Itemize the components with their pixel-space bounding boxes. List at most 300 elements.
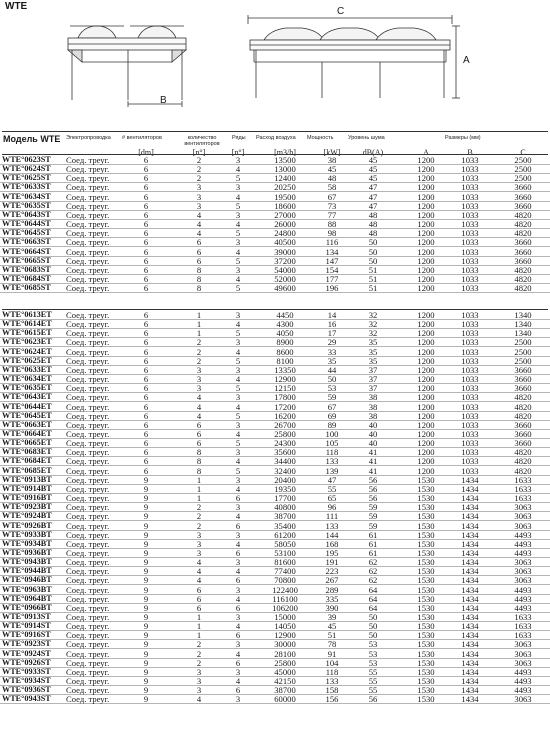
table-cell: Соед. треуг. xyxy=(66,685,110,696)
table-cell: 17 xyxy=(327,328,337,339)
table-cell: 3660 xyxy=(514,246,532,257)
table-cell: 48 xyxy=(368,219,378,230)
table-cell: 2500 xyxy=(514,355,532,366)
wiring-column-header: Электропроводка xyxy=(66,135,111,141)
table-cell: 2 xyxy=(196,346,202,357)
table-cell: WTE°0665ET xyxy=(2,438,52,448)
table-cell: Соед. треуг. xyxy=(66,328,110,339)
table-cell: 50 xyxy=(368,630,378,641)
table-cell: 1530 xyxy=(417,538,435,549)
table-cell: 81600 xyxy=(274,557,296,567)
table-cell: WTE°0623ST xyxy=(2,155,51,164)
table-cell: 59 xyxy=(368,520,378,531)
table-cell: Соед. треуг. xyxy=(66,511,110,522)
table-cell: 45 xyxy=(327,621,337,632)
table-cell: 4820 xyxy=(514,219,532,230)
table-cell: 33 xyxy=(327,346,337,357)
table-cell: 4 xyxy=(235,483,241,494)
table-cell: WTE°0625ST xyxy=(2,173,51,183)
table-cell: 14 xyxy=(327,310,337,320)
table-cell: Соед. треуг. xyxy=(66,438,110,449)
table-cell: 1 xyxy=(196,621,202,632)
table-cell: 89 xyxy=(327,419,337,430)
table-cell: Соед. треуг. xyxy=(66,401,110,412)
table-cell: 8900 xyxy=(276,337,294,348)
table-cell: 1200 xyxy=(417,410,435,421)
table-cell: 3660 xyxy=(514,419,532,430)
table-cell: 45000 xyxy=(274,666,296,677)
table-cell: WTE°0644ST xyxy=(2,219,51,229)
table-cell: 133 xyxy=(325,520,339,531)
table-cell: 3063 xyxy=(514,502,532,513)
table-cell: 1200 xyxy=(417,273,435,284)
table-cell: 45 xyxy=(368,164,378,175)
table-cell: 139 xyxy=(325,465,339,476)
table-top-rule xyxy=(2,131,548,132)
table-cell: 5 xyxy=(235,383,241,394)
table-cell: 1033 xyxy=(461,346,479,357)
table-cell: 2500 xyxy=(514,173,532,184)
table-cell: Соед. треуг. xyxy=(66,483,110,494)
table-cell: 6 xyxy=(235,547,241,558)
table-cell: 1033 xyxy=(461,228,479,239)
table-cell: 51 xyxy=(368,264,378,275)
table-cell: 3063 xyxy=(514,520,532,531)
table-cell: 1434 xyxy=(461,676,479,686)
table-cell: 1530 xyxy=(417,676,435,686)
table-cell: 1434 xyxy=(461,493,479,503)
table-cell: 1200 xyxy=(417,237,435,248)
dimension-a-label: A xyxy=(463,55,470,66)
table-cell: 8 xyxy=(196,456,202,467)
table-cell: 1530 xyxy=(417,575,435,586)
table-cell: 38700 xyxy=(274,685,296,696)
table-cell: 9 xyxy=(143,538,149,549)
table-cell: WTE°0943BT xyxy=(2,557,52,566)
table-cell: WTE°0923BT xyxy=(2,502,52,512)
table-cell: 41 xyxy=(368,447,378,458)
table-cell: 53 xyxy=(368,648,378,659)
table-cell: 1434 xyxy=(461,557,479,567)
table-cell: 3 xyxy=(235,392,241,403)
table-cell: Соед. треуг. xyxy=(66,383,110,394)
table-cell: 12150 xyxy=(274,383,296,394)
table-cell: 35 xyxy=(327,355,337,366)
table-cell: 1340 xyxy=(514,319,532,330)
table-cell: 6 xyxy=(143,447,149,458)
table-cell: 5 xyxy=(235,255,241,266)
unit-dm: [dm] xyxy=(138,148,154,157)
table-cell: 6 xyxy=(143,182,149,193)
table-cell: 3 xyxy=(235,584,241,595)
table-cell: 3 xyxy=(235,474,241,485)
table-cell: 8100 xyxy=(276,355,294,366)
table-cell: 118 xyxy=(325,447,339,458)
table-cell: 5 xyxy=(235,438,241,449)
table-cell: 3 xyxy=(235,337,241,348)
table-cell: 1 xyxy=(196,612,202,622)
table-cell: 4820 xyxy=(514,465,532,476)
table-cell: 64 xyxy=(368,602,378,613)
table-cell: 25800 xyxy=(274,428,296,439)
table-cell: 2 xyxy=(196,173,202,184)
table-cell: 4493 xyxy=(514,538,532,549)
unit-power: [kW] xyxy=(323,148,341,157)
table-cell: 3 xyxy=(196,374,202,385)
unit-noise: dB(A) xyxy=(362,148,384,157)
table-cell: 2 xyxy=(196,639,202,650)
table-cell: Соед. треуг. xyxy=(66,676,110,686)
table-cell: 1033 xyxy=(461,209,479,220)
table-cell: 6 xyxy=(143,364,149,375)
table-cell: 3063 xyxy=(514,575,532,586)
table-cell: 4493 xyxy=(514,547,532,558)
table-cell: 4493 xyxy=(514,666,532,677)
table-row xyxy=(0,284,550,293)
table-cell: 9 xyxy=(143,602,149,613)
table-cell: 65 xyxy=(327,493,337,503)
table-cell: 4 xyxy=(235,164,241,175)
table-cell: Соед. треуг. xyxy=(66,593,110,604)
table-cell: 9 xyxy=(143,566,149,577)
table-cell: 12400 xyxy=(274,173,296,184)
table-cell: 3660 xyxy=(514,191,532,202)
table-cell: 4300 xyxy=(276,319,294,330)
table-cell: 37 xyxy=(368,383,378,394)
table-cell: 13350 xyxy=(274,364,296,375)
table-cell: 1033 xyxy=(461,200,479,211)
table-cell: WTE°0913BT xyxy=(2,474,52,484)
table-cell: 9 xyxy=(143,593,149,604)
table-cell: 44 xyxy=(327,364,337,375)
table-cell: 6 xyxy=(143,228,149,239)
table-cell: 1633 xyxy=(514,474,532,485)
table-cell: 1434 xyxy=(461,639,479,650)
table-cell: 6 xyxy=(143,273,149,284)
table-cell: 62 xyxy=(368,575,378,586)
table-cell: 1033 xyxy=(461,410,479,421)
table-cell: 17700 xyxy=(274,493,296,503)
table-cell: 6 xyxy=(143,419,149,430)
table-cell: Соед. треуг. xyxy=(66,694,110,705)
table-cell: 15000 xyxy=(274,612,296,622)
table-cell: 6 xyxy=(196,428,202,439)
table-cell: WTE°0634ET xyxy=(2,374,52,384)
table-cell: 5 xyxy=(235,355,241,366)
table-cell: WTE°0685ST xyxy=(2,283,51,293)
table-cell: WTE°0924BT xyxy=(2,511,52,521)
table-cell: Соед. треуг. xyxy=(66,173,110,184)
table-cell: 35 xyxy=(368,337,378,348)
table-cell: 1530 xyxy=(417,621,435,632)
table-cell: 1434 xyxy=(461,630,479,641)
table-cell: 49600 xyxy=(274,283,296,294)
table-cell: 1434 xyxy=(461,575,479,586)
table-cell: 38 xyxy=(368,401,378,412)
table-cell: WTE°0624ST xyxy=(2,164,51,174)
table-cell: WTE°0944BT xyxy=(2,566,52,576)
table-cell: 3 xyxy=(235,264,241,275)
unit-rows: [n°] xyxy=(231,148,245,157)
table-cell: 18600 xyxy=(274,200,296,211)
table-row xyxy=(0,512,550,521)
table-cell: 1434 xyxy=(461,612,479,622)
table-cell: 6 xyxy=(143,209,149,220)
table-cell: 61 xyxy=(368,547,378,558)
table-cell: 1434 xyxy=(461,593,479,604)
table-cell: 42150 xyxy=(274,676,296,686)
table-cell: 70800 xyxy=(274,575,296,586)
table-cell: 1033 xyxy=(461,364,479,375)
table-cell: 1200 xyxy=(417,182,435,193)
table-cell: 1633 xyxy=(514,612,532,622)
table-cell: 9 xyxy=(143,575,149,586)
table-cell: 1434 xyxy=(461,520,479,531)
table-cell: 48 xyxy=(327,173,337,184)
table-cell: Соед. треуг. xyxy=(66,447,110,458)
table-cell: 1033 xyxy=(461,428,479,439)
table-cell: Соед. треуг. xyxy=(66,191,110,202)
table-cell: WTE°0633ET xyxy=(2,364,52,374)
table-cell: 47 xyxy=(368,182,378,193)
table-cell: 6 xyxy=(196,255,202,266)
table-cell: 4 xyxy=(235,346,241,357)
table-cell: 1033 xyxy=(461,173,479,184)
table-cell: Соед. треуг. xyxy=(66,547,110,558)
table-cell: 1530 xyxy=(417,593,435,604)
table-cell: WTE°0916BT xyxy=(2,493,52,502)
table-cell: 1633 xyxy=(514,493,532,503)
table-cell: 4820 xyxy=(514,209,532,220)
table-cell: Соед. треуг. xyxy=(66,456,110,467)
table-cell: 1033 xyxy=(461,182,479,193)
table-cell: 61200 xyxy=(274,529,296,540)
table-cell: WTE°0644ET xyxy=(2,401,52,411)
table-cell: 6 xyxy=(196,602,202,613)
table-cell: 122400 xyxy=(272,584,298,595)
table-cell: 38700 xyxy=(274,511,296,522)
table-cell: Соед. треуг. xyxy=(66,502,110,513)
table-cell: WTE°0643ST xyxy=(2,209,51,219)
table-cell: 39000 xyxy=(274,246,296,257)
table-cell: 6 xyxy=(143,374,149,385)
table-cell: 6 xyxy=(143,255,149,266)
table-cell: 1200 xyxy=(417,374,435,385)
table-cell: Соед. треуг. xyxy=(66,648,110,659)
table-cell: 3 xyxy=(235,639,241,650)
power-column-header: Мощность xyxy=(307,135,334,141)
table-cell: 1033 xyxy=(461,310,479,320)
table-cell: Соед. треуг. xyxy=(66,310,110,320)
table-cell: 4 xyxy=(235,538,241,549)
table-cell: 53 xyxy=(327,383,337,394)
table-cell: 3660 xyxy=(514,383,532,394)
table-cell: 1434 xyxy=(461,511,479,522)
table-cell: 4 xyxy=(235,456,241,467)
table-cell: 41 xyxy=(368,456,378,467)
table-cell: WTE°0934ST xyxy=(2,676,51,685)
table-cell: 24300 xyxy=(274,438,296,449)
table-cell: 6 xyxy=(143,200,149,211)
table-cell: Соед. треуг. xyxy=(66,493,110,503)
table-cell: 6 xyxy=(235,685,241,696)
table-cell: 4 xyxy=(196,694,202,705)
table-cell: WTE°0633ST xyxy=(2,182,51,192)
table-cell: WTE°0613ET xyxy=(2,310,52,319)
table-cell: 35 xyxy=(368,346,378,357)
table-cell: 1434 xyxy=(461,529,479,540)
table-cell: Соед. треуг. xyxy=(66,657,110,668)
table-cell: 4820 xyxy=(514,447,532,458)
table-cell: WTE°0933ST xyxy=(2,666,51,676)
table-cell: 64 xyxy=(368,593,378,604)
table-cell: 12900 xyxy=(274,630,296,641)
table-cell: 4820 xyxy=(514,410,532,421)
table-cell: 32 xyxy=(368,328,378,339)
table-row xyxy=(0,695,550,704)
table-cell: 3660 xyxy=(514,428,532,439)
table-cell: WTE°0635ST xyxy=(2,200,51,210)
table-cell: 9 xyxy=(143,666,149,677)
table-cell: WTE°0923ST xyxy=(2,639,51,649)
table-cell: 1200 xyxy=(417,428,435,439)
table-cell: 78 xyxy=(327,639,337,650)
table-cell: 54000 xyxy=(274,264,296,275)
table-cell: 6 xyxy=(196,419,202,430)
table-cell: 3 xyxy=(196,182,202,193)
table-cell: 53 xyxy=(368,639,378,650)
table-cell: 1033 xyxy=(461,374,479,385)
table-cell: 118 xyxy=(325,666,339,677)
table-cell: 3063 xyxy=(514,657,532,668)
table-cell: WTE°0625ET xyxy=(2,355,52,365)
table-cell: 3 xyxy=(235,310,241,320)
fans-column-header: # вентиляторов xyxy=(122,135,162,141)
table-cell: 38 xyxy=(368,410,378,421)
table-cell: 1633 xyxy=(514,630,532,641)
table-cell: 3 xyxy=(235,182,241,193)
table-cell: 2 xyxy=(196,648,202,659)
table-cell: 3 xyxy=(235,447,241,458)
table-cell: 1434 xyxy=(461,694,479,705)
table-cell: 59 xyxy=(368,502,378,513)
table-cell: 9 xyxy=(143,584,149,595)
table-cell: 4820 xyxy=(514,228,532,239)
table-cell: 1530 xyxy=(417,612,435,622)
table-cell: 6 xyxy=(143,164,149,175)
table-cell: 37 xyxy=(368,364,378,375)
table-cell: 9 xyxy=(143,511,149,522)
table-cell: WTE°0664ET xyxy=(2,428,52,438)
table-cell: Соед. треуг. xyxy=(66,529,110,540)
table-cell: 41 xyxy=(368,465,378,476)
table-cell: 3 xyxy=(196,538,202,549)
table-cell: 4 xyxy=(235,191,241,202)
table-cell: 6 xyxy=(143,438,149,449)
table-cell: Соед. треуг. xyxy=(66,474,110,485)
table-cell: 50 xyxy=(368,621,378,632)
table-cell: 2 xyxy=(196,337,202,348)
table-cell: 1033 xyxy=(461,164,479,175)
table-cell: 4 xyxy=(235,648,241,659)
table-cell: WTE°0914BT xyxy=(2,483,52,493)
table-cell: WTE°0685ET xyxy=(2,465,52,475)
table-cell: 1033 xyxy=(461,401,479,412)
table-cell: 1200 xyxy=(417,355,435,366)
table-cell: Соед. треуг. xyxy=(66,428,110,439)
table-cell: 4450 xyxy=(276,310,294,320)
table-cell: 51 xyxy=(327,630,337,641)
table-cell: Соед. треуг. xyxy=(66,465,110,476)
table-cell: Соед. треуг. xyxy=(66,219,110,230)
table-cell: 4 xyxy=(196,575,202,586)
table-cell: 32400 xyxy=(274,465,296,476)
table-cell: 98 xyxy=(327,228,337,239)
table-cell: 3 xyxy=(235,666,241,677)
side-view-drawing xyxy=(60,14,210,114)
table-cell: 56 xyxy=(368,483,378,494)
table-cell: 6 xyxy=(143,410,149,421)
table-cell: 4 xyxy=(196,228,202,239)
table-cell: 9 xyxy=(143,685,149,696)
table-cell: 1033 xyxy=(461,246,479,257)
table-cell: 1200 xyxy=(417,219,435,230)
table-cell: 3 xyxy=(235,612,241,622)
table-cell: Соед. треуг. xyxy=(66,346,110,357)
table-cell: 1200 xyxy=(417,465,435,476)
table-cell: 4493 xyxy=(514,593,532,604)
table-cell: 6 xyxy=(143,355,149,366)
table-cell: 1530 xyxy=(417,474,435,485)
table-cell: 1530 xyxy=(417,511,435,522)
table-cell: 1633 xyxy=(514,621,532,632)
table-cell: 4 xyxy=(196,557,202,567)
table-cell: 1200 xyxy=(417,337,435,348)
table-cell: 30000 xyxy=(274,639,296,650)
table-cell: WTE°0684ET xyxy=(2,456,52,466)
table-cell: WTE°0645ST xyxy=(2,228,51,238)
table-cell: 1434 xyxy=(461,666,479,677)
table-cell: WTE°0615ET xyxy=(2,328,52,338)
table-cell: 6 xyxy=(196,438,202,449)
table-cell: 1200 xyxy=(417,447,435,458)
table-cell: 1530 xyxy=(417,502,435,513)
table-cell: 64 xyxy=(368,584,378,595)
table-cell: Соед. треуг. xyxy=(66,283,110,294)
table-cell: 9 xyxy=(143,547,149,558)
dimensions-column-header: Размеры (мм) xyxy=(445,135,481,141)
table-cell: 1530 xyxy=(417,648,435,659)
table-cell: 6 xyxy=(143,191,149,202)
table-cell: 2500 xyxy=(514,346,532,357)
table-cell: 168 xyxy=(325,538,339,549)
table-cell: 14050 xyxy=(274,621,296,632)
table-cell: 1033 xyxy=(461,392,479,403)
table-cell: 55 xyxy=(327,483,337,494)
table-cell: WTE°0963BT xyxy=(2,584,52,594)
table-cell: 3 xyxy=(196,529,202,540)
table-cell: 45 xyxy=(368,173,378,184)
table-cell: 58 xyxy=(327,182,337,193)
table-cell: 8 xyxy=(196,273,202,284)
table-cell: WTE°0964BT xyxy=(2,593,52,603)
table-cell: 1530 xyxy=(417,493,435,503)
table-cell: 73 xyxy=(327,200,337,211)
table-cell: 3 xyxy=(235,419,241,430)
table-cell: 1530 xyxy=(417,630,435,641)
table-cell: 6 xyxy=(143,428,149,439)
table-cell: 62 xyxy=(368,557,378,567)
